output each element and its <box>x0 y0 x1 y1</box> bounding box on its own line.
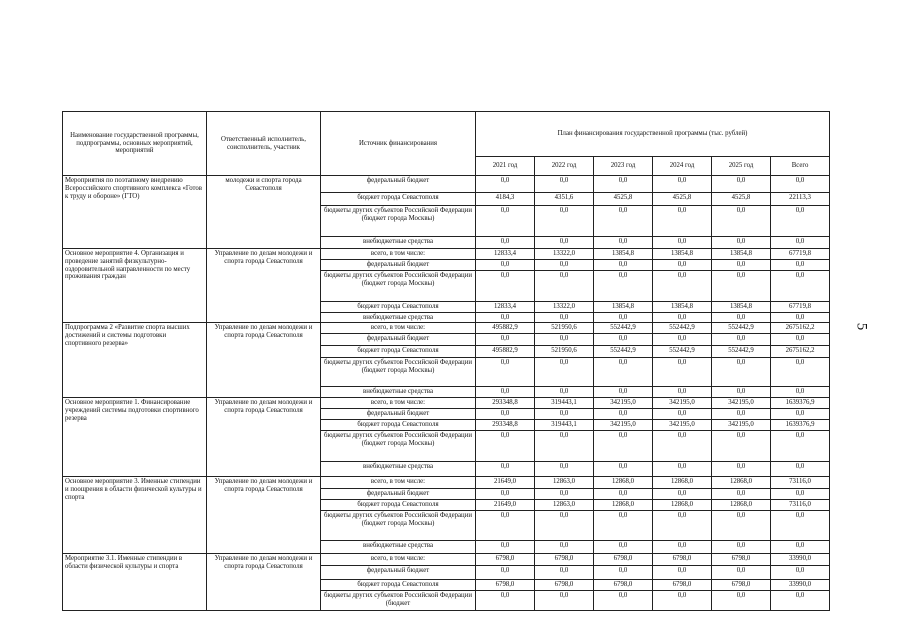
source-cell: бюджеты других субъектов Российской Федерации (бюджет города Москвы) <box>321 358 476 387</box>
value-cell: 12868,0 <box>712 499 771 510</box>
value-cell: 6798,0 <box>594 553 653 565</box>
total-cell: 0,0 <box>771 260 830 271</box>
value-cell: 342195,0 <box>594 398 653 409</box>
value-cell: 0,0 <box>535 260 594 271</box>
value-cell: 521950,6 <box>535 323 594 334</box>
value-cell: 0,0 <box>476 260 535 271</box>
total-cell: 2675162,2 <box>771 346 830 358</box>
total-cell: 0,0 <box>771 206 830 237</box>
value-cell: 6798,0 <box>535 553 594 565</box>
total-cell: 22113,3 <box>771 193 830 206</box>
value-cell: 0,0 <box>712 387 771 398</box>
value-cell: 0,0 <box>476 409 535 420</box>
source-cell: всего, в том числе: <box>321 323 476 334</box>
value-cell: 0,0 <box>712 312 771 323</box>
value-cell: 552442,9 <box>653 323 712 334</box>
value-cell: 0,0 <box>594 260 653 271</box>
value-cell: 13854,8 <box>653 301 712 312</box>
value-cell: 0,0 <box>594 237 653 249</box>
total-cell: 0,0 <box>771 565 830 579</box>
value-cell: 12868,0 <box>653 477 712 489</box>
value-cell: 21649,0 <box>476 499 535 510</box>
source-cell: бюджет города Севастополя <box>321 499 476 510</box>
total-cell: 1639376,9 <box>771 398 830 409</box>
value-cell: 0,0 <box>653 206 712 237</box>
value-cell: 0,0 <box>712 206 771 237</box>
source-cell: всего, в том числе: <box>321 249 476 260</box>
value-cell: 0,0 <box>476 270 535 301</box>
header-source: Источник финансирования <box>321 112 476 176</box>
financing-table <box>62 111 830 611</box>
value-cell: 0,0 <box>653 312 712 323</box>
total-cell: 0,0 <box>771 270 830 301</box>
value-cell: 293348,8 <box>476 398 535 409</box>
value-cell: 0,0 <box>653 334 712 346</box>
total-cell: 0,0 <box>771 540 830 553</box>
value-cell: 0,0 <box>594 176 653 193</box>
value-cell: 552442,9 <box>594 346 653 358</box>
table-row <box>63 176 830 193</box>
value-cell: 0,0 <box>653 431 712 462</box>
value-cell: 12868,0 <box>653 499 712 510</box>
value-cell: 0,0 <box>535 510 594 540</box>
page-number: 5 <box>853 322 870 331</box>
total-cell: 0,0 <box>771 387 830 398</box>
value-cell: 319443,1 <box>535 398 594 409</box>
value-cell: 0,0 <box>594 334 653 346</box>
value-cell: 13854,8 <box>712 249 771 260</box>
value-cell: 0,0 <box>476 176 535 193</box>
value-cell: 0,0 <box>535 237 594 249</box>
value-cell: 0,0 <box>653 270 712 301</box>
value-cell: 0,0 <box>535 176 594 193</box>
total-cell: 0,0 <box>771 237 830 249</box>
header-total: Всего <box>771 157 830 176</box>
value-cell: 12863,0 <box>535 477 594 489</box>
value-cell: 0,0 <box>535 409 594 420</box>
value-cell: 0,0 <box>535 312 594 323</box>
value-cell: 495882,9 <box>476 323 535 334</box>
value-cell: 0,0 <box>535 206 594 237</box>
total-cell: 0,0 <box>771 489 830 500</box>
value-cell: 0,0 <box>594 387 653 398</box>
value-cell: 0,0 <box>653 510 712 540</box>
value-cell: 13854,8 <box>594 249 653 260</box>
source-cell: бюджеты других субъектов Российской Федерации (бюджет города Москвы) <box>321 431 476 462</box>
total-cell: 33990,0 <box>771 579 830 590</box>
value-cell: 0,0 <box>535 358 594 387</box>
value-cell: 0,0 <box>712 462 771 477</box>
value-cell: 12833,4 <box>476 301 535 312</box>
value-cell: 0,0 <box>594 206 653 237</box>
source-cell: внебюджетные средства <box>321 462 476 477</box>
source-cell: бюджет города Севастополя <box>321 193 476 206</box>
source-cell: бюджеты других субъектов Российской Федерации (бюджет города Москвы) <box>321 510 476 540</box>
total-cell: 0,0 <box>771 312 830 323</box>
value-cell: 342195,0 <box>653 398 712 409</box>
value-cell: 6798,0 <box>535 579 594 590</box>
value-cell: 0,0 <box>653 489 712 500</box>
header-year: 2023 год <box>594 157 653 176</box>
value-cell: 342195,0 <box>712 420 771 431</box>
value-cell: 0,0 <box>476 358 535 387</box>
source-cell: бюджет города Севастополя <box>321 301 476 312</box>
value-cell: 0,0 <box>653 237 712 249</box>
table-row <box>63 477 830 489</box>
program-name-cell: Основное мероприятие 1. Финансирование учреждений системы подготовки спортивного резерва <box>63 398 207 477</box>
value-cell: 0,0 <box>535 462 594 477</box>
value-cell: 0,0 <box>653 176 712 193</box>
program-name-cell: Основное мероприятие 3. Именные стипендии и поощрения в области физической культуры и спорта <box>63 477 207 554</box>
value-cell: 0,0 <box>476 387 535 398</box>
value-cell: 4525,8 <box>653 193 712 206</box>
value-cell: 0,0 <box>712 590 771 610</box>
value-cell: 0,0 <box>653 358 712 387</box>
value-cell: 0,0 <box>594 590 653 610</box>
total-cell: 0,0 <box>771 510 830 540</box>
table-row <box>63 323 830 334</box>
source-cell: всего, в том числе: <box>321 553 476 565</box>
value-cell: 0,0 <box>594 409 653 420</box>
value-cell: 0,0 <box>535 334 594 346</box>
value-cell: 4351,6 <box>535 193 594 206</box>
value-cell: 0,0 <box>712 260 771 271</box>
value-cell: 4184,3 <box>476 193 535 206</box>
value-cell: 293348,8 <box>476 420 535 431</box>
table-body <box>63 176 830 611</box>
value-cell: 12833,4 <box>476 249 535 260</box>
source-cell: всего, в том числе: <box>321 477 476 489</box>
header-responsible: Ответственный исполнитель, соисполнитель, участник <box>207 112 321 176</box>
source-cell: внебюджетные средства <box>321 387 476 398</box>
value-cell: 0,0 <box>712 237 771 249</box>
responsible-cell: Управление по делам молодежи и спорта города Севастополя <box>207 398 321 477</box>
value-cell: 0,0 <box>535 590 594 610</box>
value-cell: 552442,9 <box>594 323 653 334</box>
total-cell: 2675162,2 <box>771 323 830 334</box>
value-cell: 342195,0 <box>594 420 653 431</box>
value-cell: 0,0 <box>653 409 712 420</box>
value-cell: 0,0 <box>594 270 653 301</box>
value-cell: 6798,0 <box>653 579 712 590</box>
value-cell: 6798,0 <box>653 553 712 565</box>
source-cell: федеральный бюджет <box>321 409 476 420</box>
total-cell: 73116,0 <box>771 477 830 489</box>
value-cell: 0,0 <box>594 462 653 477</box>
value-cell: 13854,8 <box>653 249 712 260</box>
total-cell: 0,0 <box>771 409 830 420</box>
responsible-cell: молодежи и спорта города Севастополя <box>207 176 321 249</box>
source-cell: федеральный бюджет <box>321 489 476 500</box>
value-cell: 0,0 <box>712 489 771 500</box>
value-cell: 0,0 <box>476 489 535 500</box>
value-cell: 0,0 <box>653 260 712 271</box>
header-year: 2022 год <box>535 157 594 176</box>
value-cell: 0,0 <box>476 565 535 579</box>
value-cell: 342195,0 <box>712 398 771 409</box>
total-cell: 67719,8 <box>771 249 830 260</box>
value-cell: 0,0 <box>712 510 771 540</box>
value-cell: 0,0 <box>653 387 712 398</box>
source-cell: бюджеты других субъектов Российской Федерации (бюджет города Москвы) <box>321 206 476 237</box>
source-cell: внебюджетные средства <box>321 312 476 323</box>
value-cell: 342195,0 <box>653 420 712 431</box>
value-cell: 0,0 <box>712 409 771 420</box>
total-cell: 0,0 <box>771 176 830 193</box>
program-name-cell: Мероприятие 3.1. Именные стипендии в области физической культуры и спорта <box>63 553 207 610</box>
value-cell: 0,0 <box>535 270 594 301</box>
value-cell: 0,0 <box>594 312 653 323</box>
value-cell: 13854,8 <box>594 301 653 312</box>
total-cell: 73116,0 <box>771 499 830 510</box>
program-name-cell: Мероприятия по поэтапному внедрению Всероссийского спортивного комплекса «Готов к труду и обороне» (ГТО) <box>63 176 207 249</box>
value-cell: 495882,9 <box>476 346 535 358</box>
value-cell: 13854,8 <box>712 301 771 312</box>
source-cell: федеральный бюджет <box>321 334 476 346</box>
value-cell: 0,0 <box>476 431 535 462</box>
total-cell: 0,0 <box>771 334 830 346</box>
value-cell: 21649,0 <box>476 477 535 489</box>
source-cell: федеральный бюджет <box>321 176 476 193</box>
header-year: 2025 год <box>712 157 771 176</box>
value-cell: 0,0 <box>476 510 535 540</box>
value-cell: 6798,0 <box>476 553 535 565</box>
value-cell: 0,0 <box>535 565 594 579</box>
value-cell: 0,0 <box>535 431 594 462</box>
table-row <box>63 398 830 409</box>
responsible-cell: Управление по делам молодежи и спорта города Севастополя <box>207 323 321 398</box>
value-cell: 12868,0 <box>594 499 653 510</box>
value-cell: 0,0 <box>476 334 535 346</box>
table-row <box>63 553 830 565</box>
value-cell: 4525,8 <box>594 193 653 206</box>
responsible-cell: Управление по делам молодежи и спорта города Севастополя <box>207 477 321 554</box>
source-cell: всего, в том числе: <box>321 398 476 409</box>
source-cell: бюджет города Севастополя <box>321 346 476 358</box>
total-cell: 1639376,9 <box>771 420 830 431</box>
value-cell: 0,0 <box>653 565 712 579</box>
value-cell: 319443,1 <box>535 420 594 431</box>
responsible-cell: Управление по делам молодежи и спорта города Севастополя <box>207 553 321 610</box>
value-cell: 0,0 <box>476 312 535 323</box>
total-cell: 0,0 <box>771 590 830 610</box>
value-cell: 0,0 <box>476 206 535 237</box>
value-cell: 0,0 <box>535 387 594 398</box>
value-cell: 0,0 <box>476 540 535 553</box>
value-cell: 4525,8 <box>712 193 771 206</box>
value-cell: 0,0 <box>653 590 712 610</box>
value-cell: 0,0 <box>712 334 771 346</box>
value-cell: 0,0 <box>594 358 653 387</box>
value-cell: 0,0 <box>594 489 653 500</box>
source-cell: бюджет города Севастополя <box>321 420 476 431</box>
value-cell: 0,0 <box>476 237 535 249</box>
total-cell: 0,0 <box>771 358 830 387</box>
total-cell: 0,0 <box>771 462 830 477</box>
source-cell: бюджеты других субъектов Российской Федерации (бюджет <box>321 590 476 610</box>
value-cell: 0,0 <box>712 431 771 462</box>
value-cell: 552442,9 <box>712 346 771 358</box>
value-cell: 0,0 <box>594 431 653 462</box>
value-cell: 12868,0 <box>594 477 653 489</box>
value-cell: 12868,0 <box>712 477 771 489</box>
header-name: Наименование государственной программы, подпрограммы, основных мероприятий, мероприятий <box>63 112 207 176</box>
source-cell: внебюджетные средства <box>321 237 476 249</box>
value-cell: 0,0 <box>594 510 653 540</box>
value-cell: 0,0 <box>712 176 771 193</box>
total-cell: 33990,0 <box>771 553 830 565</box>
source-cell: бюджеты других субъектов Российской Федерации (бюджет города Москвы) <box>321 270 476 301</box>
program-name-cell: Основное мероприятие 4. Организация и проведение занятий физкультурно-оздоровительной направленности по месту проживания граждан <box>63 249 207 323</box>
value-cell: 6798,0 <box>712 579 771 590</box>
value-cell: 0,0 <box>594 540 653 553</box>
value-cell: 13322,0 <box>535 249 594 260</box>
value-cell: 0,0 <box>653 462 712 477</box>
value-cell: 0,0 <box>712 270 771 301</box>
source-cell: бюджет города Севастополя <box>321 579 476 590</box>
value-cell: 552442,9 <box>712 323 771 334</box>
value-cell: 12863,0 <box>535 499 594 510</box>
value-cell: 0,0 <box>712 358 771 387</box>
total-cell: 0,0 <box>771 431 830 462</box>
responsible-cell: Управление по делам молодежи и спорта города Севастополя <box>207 249 321 323</box>
value-cell: 0,0 <box>476 590 535 610</box>
value-cell: 0,0 <box>594 565 653 579</box>
value-cell: 0,0 <box>712 540 771 553</box>
header-year: 2024 год <box>653 157 712 176</box>
total-cell: 67719,8 <box>771 301 830 312</box>
value-cell: 6798,0 <box>712 553 771 565</box>
header-plan: План финансирования государственной программы (тыс. рублей) <box>476 112 830 157</box>
source-cell: федеральный бюджет <box>321 565 476 579</box>
value-cell: 0,0 <box>535 489 594 500</box>
source-cell: внебюджетные средства <box>321 540 476 553</box>
value-cell: 521950,6 <box>535 346 594 358</box>
value-cell: 0,0 <box>712 565 771 579</box>
value-cell: 0,0 <box>653 540 712 553</box>
value-cell: 6798,0 <box>594 579 653 590</box>
program-name-cell: Подпрограмма 2 «Развитие спорта высших достижений и системы подготовки спортивного резерва» <box>63 323 207 398</box>
value-cell: 552442,9 <box>653 346 712 358</box>
header-year: 2021 год <box>476 157 535 176</box>
value-cell: 0,0 <box>535 540 594 553</box>
value-cell: 6798,0 <box>476 579 535 590</box>
source-cell: федеральный бюджет <box>321 260 476 271</box>
value-cell: 0,0 <box>476 462 535 477</box>
value-cell: 13322,0 <box>535 301 594 312</box>
table-row <box>63 249 830 260</box>
